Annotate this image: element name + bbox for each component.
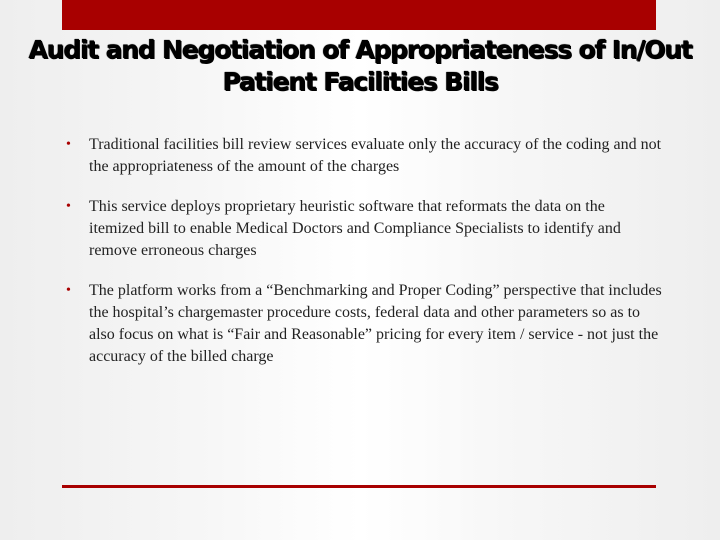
bullet-text: This service deploys proprietary heuristic software that reformats the data on the itemized bill to enable Medical Doctors and Compliance Specialists to identify and remove erroneous charges <box>89 198 621 259</box>
bullet-item <box>62 196 662 262</box>
slide-title: Audit and Negotiation of Appropriateness of In/Out Patient Facilities Bills <box>28 35 692 96</box>
bullet-dot-icon: • <box>66 137 71 152</box>
top-accent-bar <box>62 0 656 30</box>
bullet-text: Traditional facilities bill review services evaluate only the accuracy of the coding and not the appropriateness of the amount of the charges <box>89 136 662 175</box>
bullet-text: The platform works from a “Benchmarking and Proper Coding” perspective that includes the hospital’s chargemaster procedure costs, federal data and other parameters so as to also focus on what is “Fair and Reasonable” pricing for every item / service - not just the accuracy of the billed charge <box>89 282 662 365</box>
bullet-list <box>62 134 662 386</box>
bullet-item <box>62 134 662 178</box>
bullet-dot-icon: • <box>66 199 71 214</box>
bottom-divider <box>62 485 656 488</box>
bullet-dot-icon: • <box>66 283 71 298</box>
bullet-item <box>62 280 662 368</box>
